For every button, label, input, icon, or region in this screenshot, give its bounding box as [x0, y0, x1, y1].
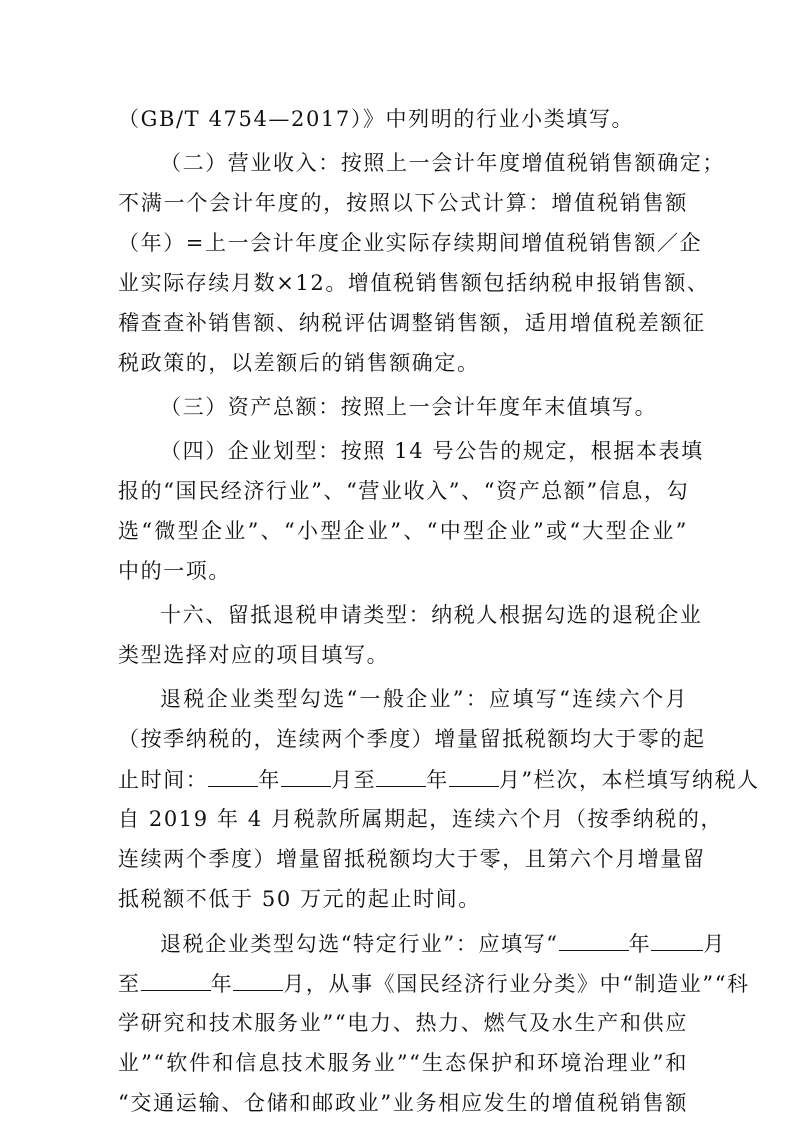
blank-underline [559, 926, 629, 951]
text-line: 不满一个会计年度的，按照以下公式计算：增值税销售额 [118, 191, 688, 215]
blank-underline [281, 762, 331, 787]
blank-underline [376, 762, 426, 787]
text-line-with-blanks [118, 762, 760, 796]
text-line: 自 2019 年 4 月税款所属期起，连续六个月（按季纳税的， [118, 807, 724, 831]
text-line: 连续两个季度）增量留抵税额均大于零，且第六个月增量留 [118, 847, 706, 871]
paragraph-start-line: （三）资产总额：按照上一会计年度年末值填写。 [160, 395, 658, 419]
blank-underline [449, 762, 499, 787]
text-line: 业实际存续月数×12。增值税销售额包括纳税申报销售额、 [118, 271, 710, 295]
text-line: 类型选择对应的项目填写。 [118, 643, 390, 667]
text-segment: 至 [118, 972, 141, 996]
text-line: （年）=上一会计年度企业实际存续期间增值税销售额／企 [118, 231, 703, 255]
text-line: 业”“软件和信息技术服务业”“生态保护和环境治理业”和 [118, 1051, 688, 1075]
blank-underline [233, 966, 283, 991]
text-line: 中的一项。 [118, 559, 231, 583]
paragraph-start-line: 十六、留抵退税申请类型：纳税人根据勾选的退税企业 [160, 603, 703, 627]
text-segment: 退税企业类型勾选“特定行业”：应填写“ [160, 932, 559, 956]
text-segment: 止时间： [118, 768, 209, 792]
blank-underline [651, 926, 703, 951]
text-segment: 年 [628, 932, 652, 956]
text-line: 学研究和技术服务业”“电力、热力、燃气及水生产和供应 [118, 1011, 688, 1035]
blank-underline [141, 966, 211, 991]
text-segment: 月 [703, 932, 726, 956]
text-segment: 月”栏次，本栏填写纳税人 [498, 768, 760, 792]
text-segment: 年 [210, 972, 234, 996]
text-line: （GB/T 4754—2017）》中列明的行业小类填写。 [118, 107, 635, 131]
text-line-with-blanks [118, 966, 750, 1000]
text-segment: 月，从事《国民经济行业分类》中“制造业”“科 [283, 972, 750, 996]
paragraph-start-line-with-blanks [160, 926, 726, 960]
text-segment: 年 [258, 768, 282, 792]
text-segment: 月至 [331, 768, 377, 792]
text-line: 稽查查补销售额、纳税评估调整销售额，适用增值税差额征 [118, 311, 706, 335]
paragraph-start-line: 退税企业类型勾选“一般企业”：应填写“连续六个月 [160, 687, 688, 711]
text-line: 税政策的，以差额后的销售额确定。 [118, 351, 480, 375]
text-line: 抵税额不低于 50 万元的起止时间。 [118, 887, 481, 911]
text-line: （按季纳税的，连续两个季度）增量留抵税额均大于零的起 [118, 727, 706, 751]
text-segment: 年 [426, 768, 449, 792]
paragraph-start-line: （四）企业划型：按照 14 号公告的规定，根据本表填 [160, 439, 704, 463]
paragraph-start-line: （二）营业收入：按照上一会计年度增值税销售额确定； [160, 151, 725, 175]
text-line: “交通运输、仓储和邮政业”业务相应发生的增值税销售额 [118, 1091, 688, 1115]
text-line: 选“微型企业”、“小型企业”、“中型企业”或“大型企业” [118, 519, 688, 543]
blank-underline [208, 762, 258, 787]
text-line: 报的“国民经济行业”、“营业收入”、“资产总额”信息，勾 [118, 479, 690, 503]
